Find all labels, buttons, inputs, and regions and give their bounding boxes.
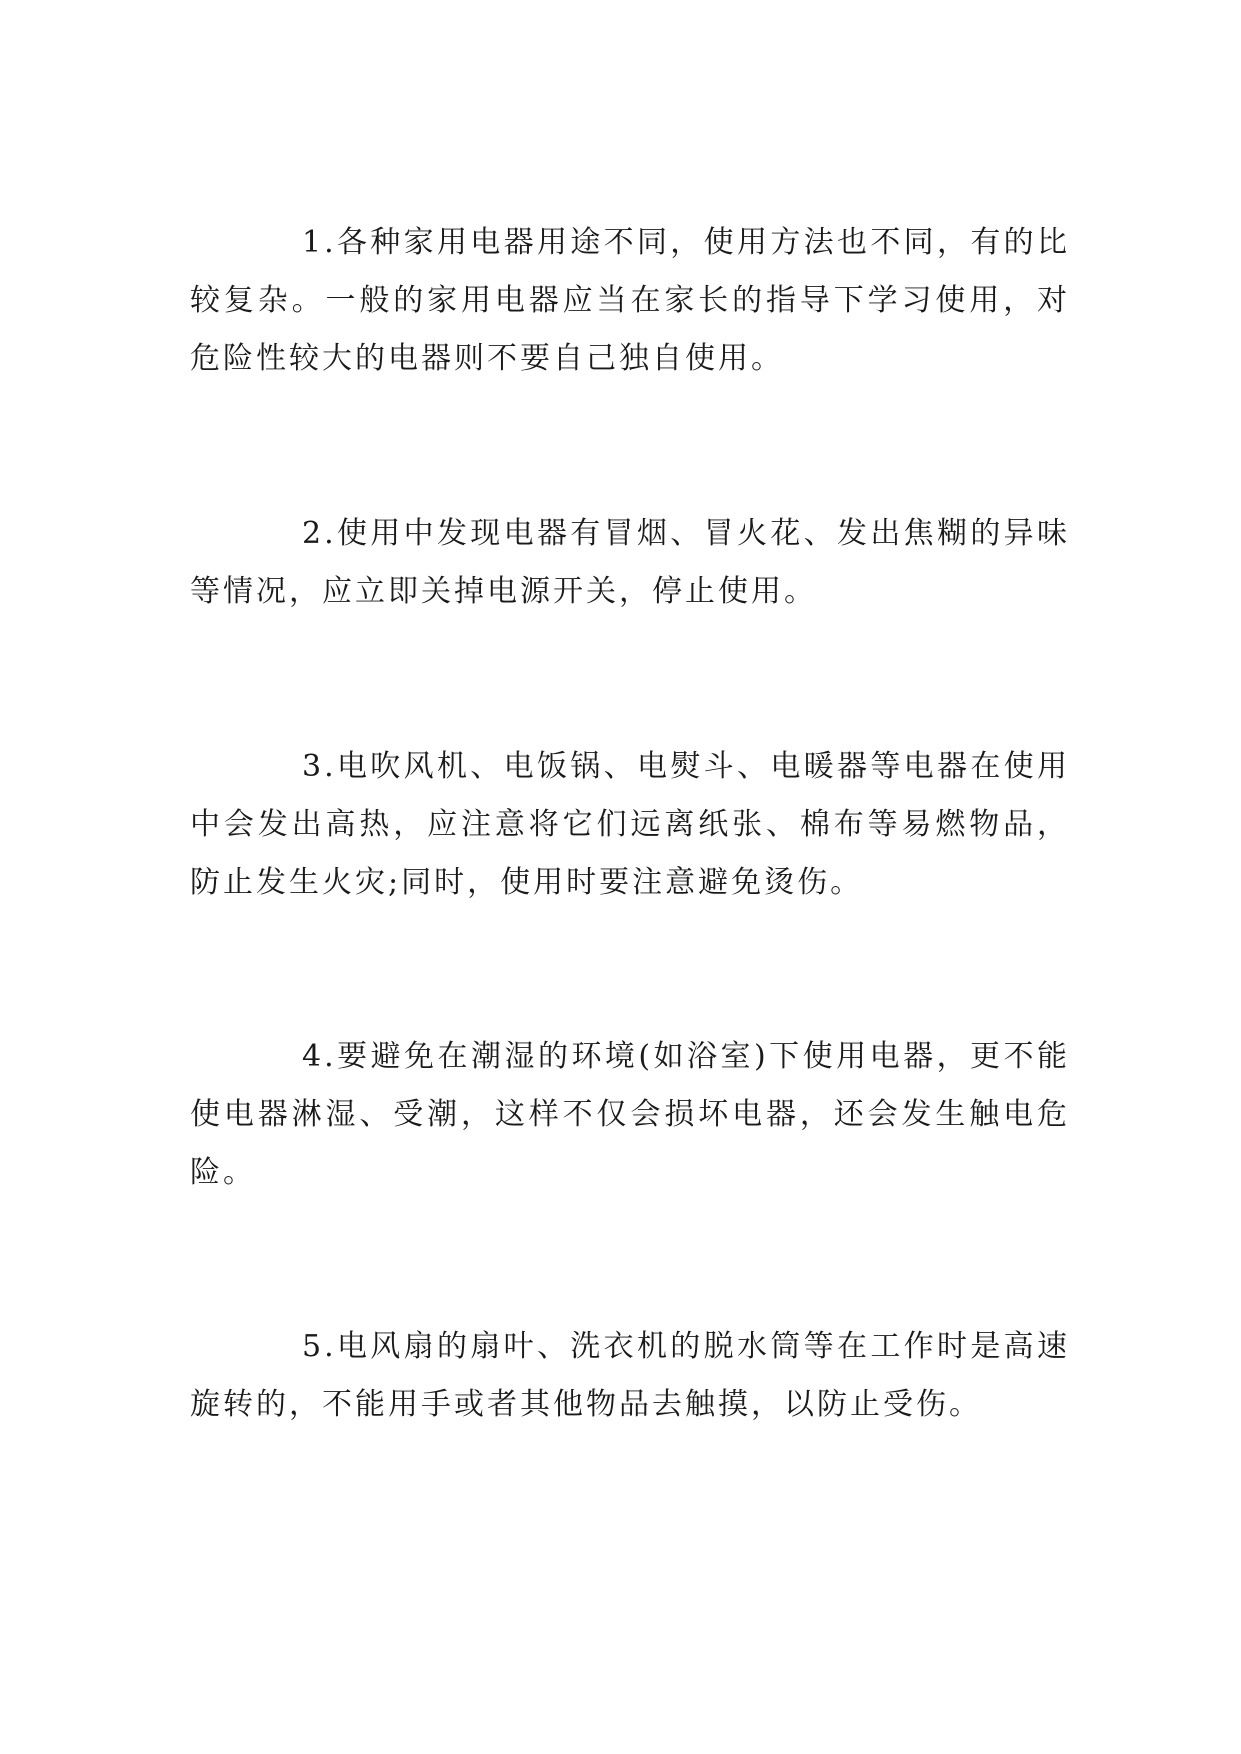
paragraph-4: 4.要避免在潮湿的环境(如浴室)下使用电器，更不能使电器淋湿、受潮，这样不仅会损坏电器，还会发生触电危险。 — [190, 1039, 1070, 1190]
paragraph-5: 5.电风扇的扇叶、洗衣机的脱水筒等在工作时是高速旋转的，不能用手或者其他物品去触摸，以防止受伤。 — [190, 1329, 1070, 1422]
paragraph-2: 2.使用中发现电器有冒烟、冒火花、发出焦糊的异味等情况，应立即关掉电源开关，停止使用。 — [190, 516, 1070, 609]
paragraph-1: 1.各种家用电器用途不同，使用方法也不同，有的比较复杂。一般的家用电器应当在家长的指导下学习使用，对危险性较大的电器则不要自己独自使用。 — [190, 225, 1070, 376]
paragraph-3: 3.电吹风机、电饭锅、电熨斗、电暖器等电器在使用中会发出高热，应注意将它们远离纸张、棉布等易燃物品，防止发生火灾;同时，使用时要注意避免烫伤。 — [190, 749, 1070, 900]
